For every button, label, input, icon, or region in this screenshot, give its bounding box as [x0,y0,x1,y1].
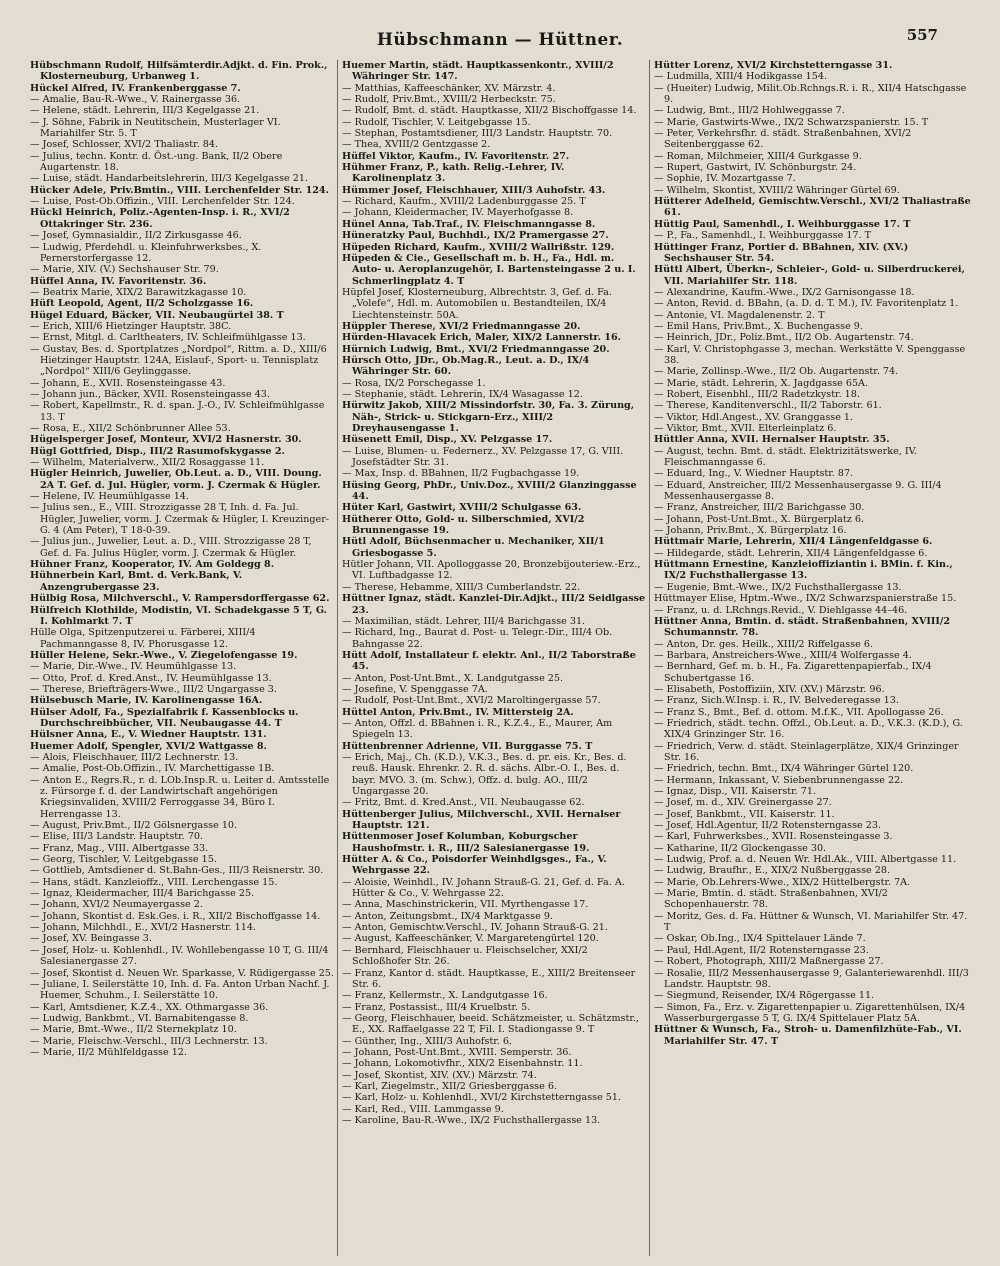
directory-entry: — Elise, III/3 Landstr. Hauptstr. 70. [30,831,203,843]
directory-entry: — Eugenie, Bmt.-Wwe., IX/2 Fuchsthallergasse 13. [654,581,902,593]
directory-entry: — Anton, Zeitungsbmt., IX/4 Marktgasse 9. [342,910,553,922]
directory-entry: Huemer Adolf, Spengler, XVI/2 Wattgasse 8. [30,740,267,752]
directory-entry: — Bernhard, Fleischhauer u. Fleischselcher, XXI/2 Schloßhofer Str. 26. [342,944,588,968]
directory-entry: — Julius sen., E., VIII. Strozzigasse 28 T, Inh. d. Fa. Jul. Hügler, Juwelier, vorm. J. Czermak & Hügler, I. Kreuzinger-G. 4 (Am Peter), T 18-0-39. [30,502,330,537]
directory-entry: — Ludwig, Bmt., III/2 Hohlweggasse 7. [654,105,845,117]
directory-entry: — Franz, Kellermstr., X. Landgutgasse 16. [342,990,548,1002]
directory-entry: — Anton E., Regrs.R., r. d. LOb.Insp.R. u. Leiter d. Amtsstelle z. Fürsorge f. d. der Landwirtschaft angehörigen Kriegsinvaliden, XVIII/2 Ferroggasse 34, Büro I. Herrengasse 13. [30,774,330,820]
directory-entry: Huemer Martin, städt. Hauptkassenkontr., XVIII/2 Währinger Str. 147. [342,60,614,83]
directory-entry: — Eduard, Ing., V. Wiedner Hauptstr. 87. [654,468,854,480]
directory-entry: Hüller Helene, Sekr.-Wwe., V. Ziegelofengasse 19. [30,649,298,661]
directory-entry: — Anton, Dr. ges. Heilk., XIII/2 Riffelgasse 6. [654,638,873,650]
column-3 [654,60,974,1256]
directory-entry: — Rosalie, III/2 Messenhausergasse 9, Galanteriewarenhdl. III/3 Landstr. Hauptstr. 98. [654,967,969,990]
directory-entry: — Viktor, Bmt., XVII. Elterleinplatz 6. [654,423,837,434]
directory-entry: — Stephan, Postamtsdiener, III/3 Landstr. Hauptstr. 70. [342,128,613,140]
directory-entry: Hüpfel Josef, Klosterneuburg, Albrechtstr. 3, Gef. d. Fa. „Volefe“, Hdl. m. Automobilen u. Bestandteilen, IX/4 Liechtensteinstr. 50A. [342,286,612,321]
directory-entry: Hütherer Otto, Gold- u. Silberschmied, XVI/2 Brunnengasse 19. [342,513,585,537]
directory-entry: — Max, Insp. d. BBahnen, II/2 Fugbachgasse 19. [342,468,580,480]
directory-entry: — Karl, Red., VIII. Lammgasse 9. [342,1103,504,1115]
directory-entry: — Amalie, Bau-R.-Wwe., V. Rainergasse 36. [30,94,241,106]
directory-entry: Hüsenett Emil, Disp., XV. Pelzgasse 17. [342,434,553,446]
directory-entry: Hüttenbrenner Adrienne, VII. Burggasse 75. T [342,740,593,752]
directory-entry: — Friedrich, städt. techn. Offzl., Ob.Leut. a. D., V.K.3. (K.D.), G. XIX/4 Grinzinger Str. 16. [654,717,963,741]
directory-entry: Hüttig Paul, Samenhdl., I. Weihburggasse 17. T [654,218,911,230]
directory-entry: Hütter Lorenz, XVI/2 Kirchstetterngasse 31. [654,60,893,71]
directory-entry: Hügler Heinrich, Juwelier, Ob.Leut. a. D., VIII. Doung. 2A T. Gef. d. Jul. Hügler, vorm. J. Czermak & Hügler. [30,468,322,491]
directory-entry: — Oskar, Ob.Ing., IX/4 Spittelauer Lände 7. [654,933,866,945]
directory-entry: Hüttner & Wunsch, Fa., Stroh- u. Damenfilzhüte-Fab., VI. Mariahilfer Str. 47. T [654,1024,962,1047]
directory-entry: — Wilhelm, Materialverw., XII/2 Rosaggasse 11. [30,457,265,469]
directory-entry: — Thea, XVIII/2 Gentzgasse 2. [342,139,491,151]
directory-entry: Hügel Eduard, Bäcker, VII. Neubaugürtel 38. T [30,309,284,321]
directory-entry: — Josefine, V. Spenggasse 7A. [342,683,488,695]
directory-entry: — Ignaz, Kleidermacher, III/4 Barichgasse 25. [30,888,255,900]
directory-entry: — Johann, Priv.Bmt., X. Bürgerplatz 16. [654,525,847,537]
directory-entry: — Julius jun., Juwelier, Leut. a. D., VIII. Strozzigasse 28 T, Gef. d. Fa. Julius Hügler, vorm. J. Czermak & Hügler. [30,536,312,559]
directory-entry: — Friedrich, techn. Bmt., IX/4 Währinger Gürtel 120. [654,763,914,775]
directory-entry: — Günther, Ing., XIII/3 Auhofstr. 6. [342,1035,513,1047]
directory-entry: — Ludwig, Braufhr., E., XIX/2 Nußberggasse 28. [654,865,891,877]
column-1 [30,60,334,1256]
directory-entry: — Johann, Skontist d. Esk.Ges. i. R., XII/2 Bischoffgasse 14. [30,910,321,922]
directory-entry: — Therese, Briefträgers-Wwe., III/2 Ungargasse 3. [30,683,277,695]
directory-entry: — Alexandrine, Kaufm.-Wwe., IX/2 Garnisongasse 18. [654,286,915,298]
directory-entry: — Franz, Postassist., III/4 Kruelbstr. 5. [342,1001,531,1013]
directory-entry: — Gustav, Bes. d. Sportplatzes „Nordpol“, Rittm. a. D., XIII/6 Hietzinger Hauptstr. 124A, Eislauf-, Sport- u. Tennisplatz „Nordpol“ XIII/6 Geylinggasse. [30,343,327,378]
directory-entry: — Maximilian, städt. Lehrer, III/4 Barichgasse 31. [342,615,586,627]
directory-entry: Hühner Franz, Kooperator, IV. Am Goldegg 8. [30,559,275,571]
directory-entry: Hümmer Josef, Fleischhauer, XIII/3 Auhofstr. 43. [342,184,606,196]
directory-entry: — P., Fa., Samenhdl., I. Weihburggasse 17. T [654,230,872,242]
directory-entry: Hüsing Georg, PhDr., Univ.Doz., XVIII/2 Glanzinggasse 44. [342,479,637,503]
page-number: 557 [906,26,938,44]
directory-entry: — Paul, Hdl.Agent, II/2 Rotensterngasse 23. [654,944,869,956]
directory-entry: Hüttel Anton, Priv.Bmt., IV. Mittersteig 2A. [342,706,574,718]
directory-entry: — Ludwig, Bankbmt., VI. Barnabitengasse 8. [30,1012,249,1024]
directory-entry: — Robert, Photograph, XIII/2 Maßnergasse 27. [654,956,884,968]
directory-entry: — Marie, Fleischw.-Verschl., III/3 Lechnerstr. 13. [30,1035,268,1047]
directory-entry: — Juliane, I. Seilerstätte 10, Inh. d. Fa. Anton Urban Nachf. J. Huemer, Schuhm., I. Seilerstätte 10. [30,978,330,1002]
directory-entry: — Aloisie, Weinhdl., IV. Johann Strauß-G. 21, Gef. d. Fa. A. Hütter & Co., V. Wehrgasse 22. [342,876,625,900]
directory-entry: — Eduard, Anstreicher, III/2 Messenhausergasse 9. G. III/4 Messenhausergasse 8. [654,479,942,503]
directory-entry: — Johann, Lokomotivfhr., XIX/2 Eisenbahnstr. 11. [342,1058,583,1070]
directory-entry: — Franz, Mag., VIII. Albertgasse 33. [30,842,209,854]
directory-entry: — Karl, Holz- u. Kohlenhdl., XVI/2 Kirchstetterngasse 51. [342,1092,622,1104]
directory-entry: Hütterer Adelheid, Gemischtw.Verschl., XVI/2 Thaliastraße 61. [654,196,971,219]
directory-entry: — Josef, XV. Beingasse 3. [30,933,152,945]
directory-entry: Hückel Alfred, IV. Frankenberggasse 7. [30,82,241,94]
directory-entry: — Therese, Kanditenverschl., II/2 Taborstr. 61. [654,400,882,412]
directory-entry: — Anton, Revid. d. BBahn, (a. D. d. T. M.), IV. Favoritenplatz 1. [654,298,959,310]
directory-entry: — Franz, u. d. LRchngs.Revid., V. Diehlgasse 44–46. [654,604,908,616]
directory-entry: — Rudolf, Bmt. d. städt. Hauptkasse, XII/2 Bischoffgasse 14. [342,105,637,117]
directory-entry: Hüpeden Richard, Kaufm., XVIII/2 Wallrißstr. 129. [342,241,615,253]
directory-entry: — Georg, Fleischhauer, beeid. Schätzmeister, u. Schätzmstr., E., XX. Raffaelgasse 22 T, Fil. I. Stadiongasse 9. T [342,1012,639,1036]
directory-entry: — Rudolf, Post-Unt.Bmt., XVI/2 Maroltingergasse 57. [342,695,601,707]
directory-entry: — August, Kaffeeschänker, V. Margaretengürtel 120. [342,933,599,945]
directory-entry: — Antonie, VI. Magdalenenstr. 2. T [654,309,825,321]
directory-entry: Hüttmayer Elise, Hptm.-Wwe., IX/2 Schwarzspanierstraße 15. [654,593,957,605]
directory-entry: Hübschmann Rudolf, Hilfsämterdir.Adjkt. d. Fin. Prok., Klosterneuburg, Urbanweg 1. [30,60,328,83]
directory-entry: — Josef, Hdl.Agentur, II/2 Rotensterngasse 23. [654,820,881,832]
directory-entry: Hügl Gottfried, Disp., III/2 Rasumofskygasse 2. [30,445,285,457]
directory-entry: — Beatrix Marie, XIX/2 Barawitzkagasse 10. [30,286,247,298]
directory-entry: — Peter, Verkehrsfhr. d. städt. Straßenbahnen, XVI/2 Seitenberggasse 62. [654,128,912,151]
directory-entry: — Georg, Tischler, V. Leitgebgasse 15. [30,854,217,866]
directory-entry: Hütl Adolf, Büchsenmacher u. Mechaniker, XII/1 Griesbogasse 5. [342,536,605,559]
directory-entry: — Viktor, Hdl.Angest., XV. Granggasse 1. [654,411,854,423]
directory-entry: — Johann, Post-Unt.Bmt., XVIII. Semperstr. 36. [342,1046,572,1058]
directory-entry: — Hermann, Inkassant, V. Siebenbrunnengasse 22. [654,774,904,786]
directory-entry: Hühmer Franz, P., kath. Relig.-Lehrer, IV. Karolinenplatz 3. [342,162,565,185]
directory-entry: Hüppler Therese, XVI/2 Friedmanngasse 20. [342,320,581,332]
directory-entry: — Luise, Blumen- u. Federnerz., XV. Pelzgasse 17, G. VIII. Josefstädter Str. 31. [342,445,624,469]
directory-entry: — Anton, Offzl. d. BBahnen i. R., K.Z.4., E., Maurer, Am Spiegeln 13. [342,717,613,741]
directory-entry: — Karl, Amtsdiener, K.Z.4., XX. Othmargasse 36. [30,1001,269,1013]
directory-entry: — Marie, Ob.Lehrers-Wwe., XIX/2 Hüttelbergstr. 7A. [654,876,911,888]
directory-entry: — Johann, XVI/2 Neumayergasse 2. [30,899,203,911]
directory-entry: — Anton, Gemischtw.Verschl., IV. Johann Strauß-G. 21. [342,922,608,934]
directory-entry: — Hildegarde, städt. Lehrerin, XII/4 Längenfeldgasse 6. [654,547,928,559]
directory-entry: — Karl, V. Christophgasse 3, mechan. Werkstätte V. Spenggasse 38. [654,343,966,366]
directory-entry: Hürnich Ludwig, Bmt., XVI/2 Friedmanngasse 20. [342,343,610,355]
directory-entry: — Johann, Kleidermacher, IV. Mayerhofgasse 8. [342,207,574,219]
directory-entry: — Marie, städt. Lehrerin, X. Jagdgasse 65A. [654,377,869,389]
directory-entry: Hüttner Anna, Bmtin. d. städt. Straßenbahnen, XVIII/2 Schumannstr. 78. [654,615,951,639]
directory-entry: — Therese, Hebamme, XIII/3 Cumberlandstr. 22. [342,581,581,593]
directory-entry: — Rupert, Gastwirt, IV. Schönburgstr. 24. [654,162,857,174]
directory-entry: Hütter A. & Co., Poisdorfer Weinhdlgsges., Fa., V. Wehrgasse 22. [342,854,607,877]
directory-entry: — Alois, Fleischhauer, III/2 Lechnerstr. 13. [30,751,239,763]
directory-entry: — Josef, Skontist d. Neuen Wr. Sparkasse, V. Rüdigergasse 25. [30,967,334,979]
directory-entry: Hülsebusch Marie, IV. Karolinengasse 16A. [30,695,263,707]
directory-entry: Hüft Leopold, Agent, II/2 Scholzgasse 16. [30,298,254,310]
directory-entry: — Sophie, IV. Mozartgasse 7. [654,173,796,185]
directory-entry: — Karl, Ziegelmstr., XII/2 Griesberggasse 6. [342,1080,557,1092]
directory-entry: — Josef, m. d., XIV. Greinergasse 27. [654,797,832,809]
directory-entry: Hüter Karl, Gastwirt, XVIII/2 Schulgasse 63. [342,502,582,514]
directory-entry: — Robert, Kapellmstr., R. d. span. J.-O., IV. Schleifmühlgasse 13. T [30,400,325,423]
directory-entry: — Helene, IV. Heumühlgasse 14. [30,491,189,503]
directory-entry: — Josef, Bankbmt., VII. Kaiserstr. 11. [654,808,835,820]
directory-entry: — Richard, Ing., Baurat d. Post- u. Telegr.-Dir., III/4 Ob. Bahngasse 22. [342,627,613,650]
column-divider [649,60,650,1256]
directory-entry: Hüpeden & Cie., Gesellschaft m. b. H., Fa., Hdl. m. Auto- u. Aeroplanzugehör, I. Bartensteingasse 2 u. I. Schmerlingplatz 4. T [342,252,636,287]
directory-entry: — Roman, Milchmeier, XIII/4 Gurkgasse 9. [654,150,862,162]
directory-entry: — Emil Hans, Priv.Bmt., X. Buchengasse 9. [654,320,863,332]
directory-entry: — Erich, Maj., Ch. (K.D.), V.K.3., Bes. d. pr. eis. Kr., Bes. d. reuß. Hausk. Ehrenkr. 2. R. d. sächs. Albr.-O. I., Bes. d. bayr. MVO. 3. (m. Schw.), Offz. d. bulg. AO., III/2 Ungargasse 20. [342,751,627,797]
directory-entry: — Rudolf, Priv.Bmt., XVIII/2 Herbeckstr. 75. [342,94,556,106]
directory-entry: — Luise, Post-Ob.Offizin., VIII. Lerchenfelder Str. 124. [30,196,295,208]
directory-entry: — Rosa, E., XII/2 Schönbrunner Allee 53. [30,423,231,434]
directory-entry: Hügelsperger Josef, Monteur, XVI/2 Hasnerstr. 30. [30,434,302,446]
directory-entry: — Robert, Eisenbhl., III/2 Radetzkystr. 18. [654,388,860,400]
directory-entry: Hücker Adele, Priv.Bmtin., VIII. Lerchenfelder Str. 124. [30,184,329,196]
directory-entry: — Rudolf, Tischler, V. Leitgebgasse 15. [342,116,531,128]
directory-entry: Hülfreich Klothilde, Modistin, VI. Schadekgasse 5 T, G. I. Kohlmarkt 7. T [30,604,328,627]
directory-entry: — Marie, Bmtin. d. städt. Straßenbahnen, XVI/2 Schopenhauerstr. 78. [654,888,888,911]
directory-entry: — Anna, Maschinstrickerin, VII. Myrthengasse 17. [342,899,589,911]
directory-entry: — Barbara, Anstreichers-Wwe., XIII/4 Wolfergasse 4. [654,649,912,661]
directory-entry: Hülser Adolf, Fa., Spezialfabrik f. Kassenblocks u. Durchschreibbücher, VII. Neubaugasse 44. T [30,706,299,729]
directory-entry: Hüttmair Marie, Lehrerin, XII/4 Längenfeldgasse 6. [654,536,933,548]
directory-entry: — Bernhard, Gef. m. b. H., Fa. Zigarettenpapierfab., IX/4 Schubertgasse 16. [654,661,932,684]
directory-entry: Hütt Adolf, Installateur f. elektr. Anl., II/2 Taborstraße 45. [342,649,636,673]
directory-entry: Hülbig Rosa, Milchverschl., V. Rampersdorffergasse 62. [30,593,330,605]
directory-entry: — Amalie, Post-Ob.Offizin., IV. Marchettigasse 1B. [30,763,275,775]
directory-entry: — (Hueiter) Ludwig, Milit.Ob.Rchngs.R. i. R., XII/4 Hatschgasse 9. [654,82,967,106]
directory-entry: — Ludwig, Prof. a. d. Neuen Wr. Hdl.Ak., VIII. Albertgasse 11. [654,854,957,866]
directory-entry: — Ernst, Mitgl. d. Carltheaters, IV. Schleifmühlgasse 13. [30,332,306,344]
directory-entry: — Josef, Schlosser, XVI/2 Thaliastr. 84. [30,139,219,151]
directory-entry: — Erich, XIII/6 Hietzinger Hauptstr. 38C. [30,320,232,332]
directory-entry: — Johann, Milchhdl., E., XVI/2 Hasnerstr. 114. [30,922,256,934]
directory-entry: — Marie, Gastwirts-Wwe., IX/2 Schwarzspanierstr. 15. T [654,116,929,128]
directory-entry: — Josef, Skontist, XIV. (XV.) Märzstr. 74. [342,1069,537,1081]
directory-entry: Hüneratzky Paul, Buchhdl., IX/2 Pramergasse 27. [342,230,609,242]
directory-entry: — J. Söhne, Fabrik in Neutitschein, Musterlager VI. Mariahilfer Str. 5. T [30,116,281,140]
directory-entry: — Elisabeth, Postoffiziin, XIV. (XV.) Märzstr. 96. [654,683,885,695]
directory-entry: — Katharine, II/2 Glockengasse 30. [654,842,827,854]
directory-entry: — Moritz, Ges. d. Fa. Hüttner & Wunsch, VI. Mariahilfer Str. 47. T [654,910,968,934]
directory-entry: — Franz S., Bmt., Bef. d. ottom. M.f.K., VII. Apollogasse 26. [654,706,944,718]
directory-entry: Hürden-Hlavacek Erich, Maler, XIX/2 Lannerstr. 16. [342,332,621,344]
directory-entry: — Wilhelm, Skontist, XVIII/2 Währinger Gürtel 69. [654,184,900,196]
directory-entry: — Helene, städt. Lehrerin, III/3 Kegelgasse 21. [30,105,260,117]
directory-entry: — Siegmund, Reisender, IX/4 Rögergasse 11. [654,990,875,1002]
directory-entry: Hüttenberger Julius, Milchverschl., XVII. Hernalser Hauptstr. 121. [342,808,621,832]
directory-entry: — Richard, Kaufm., XVIII/2 Ladenburggasse 25. T [342,196,586,208]
directory-entry: Hünel Anna, Tab.Traf., IV. Fleischmanngasse 8. [342,218,596,230]
directory-entry: — Marie, Dir.-Wwe., IV. Heumühlgasse 13. [30,661,237,673]
directory-entry: Hüttinger Franz, Portier d. BBahnen, XIV. (XV.) Sechshauser Str. 54. [654,241,909,264]
directory-entry: — Ludwig, Pferdehdl. u. Kleinfuhrwerksbes., X. Pernerstorfergasse 12. [30,241,262,264]
directory-entry: Hütler Johann, VII. Apolloggasse 20, Bronzebijouteriew.-Erz., VI. Luftbadgasse 12. [342,559,641,582]
column-2 [342,60,646,1256]
directory-entry: — Johann jun., Bäcker, XVII. Rosensteingasse 43. [30,388,270,400]
directory-entry: — Karoline, Bau-R.-Wwe., IX/2 Fuchsthallergasse 13. [342,1114,601,1126]
directory-entry: Hülle Olga, Spitzenputzerei u. Färberei, XIII/4 Pachmanngasse 8, IV. Phorusgasse 12. [30,627,256,650]
directory-entry: — Josef, Holz- u. Kohlenhdl., IV. Wohllebengasse 10 T, G. III/4 Salesianergasse 27. [30,944,329,968]
directory-entry: — Marie, XIV. (V.) Sechshauser Str. 79. [30,264,219,276]
directory-entry: Hückl Heinrich, Poliz.-Agenten-Insp. i. R., XVI/2 Ottakringer Str. 236. [30,207,290,230]
directory-entry: — Johann, Post-Unt.Bmt., X. Bürgerplatz 6. [654,513,864,525]
directory-entry: — Franz, Kantor d. städt. Hauptkasse, E., XIII/2 Breitenseer Str. 6. [342,967,636,990]
directory-entry: Hüffel Viktor, Kaufm., IV. Favoritenstr. 27. [342,150,570,162]
directory-entry: Hürsch Otto, JDr., Ob.Mag.R., Leut. a. D., IX/4 Währinger Str. 60. [342,354,590,378]
directory-entry: — Otto, Prof. d. Kred.Anst., IV. Heumühlgasse 13. [30,672,272,684]
directory-entry: — August, techn. Bmt. d. städt. Elektrizitätswerke, IV. Fleischmanngasse 6. [654,445,917,469]
directory-entry: Hüttler Anna, XVII. Hernalser Hauptstr. 35. [654,434,890,446]
directory-entry: Hüffel Anna, IV. Favoritenstr. 36. [30,275,207,287]
page-header [0,26,1000,56]
page-title: Hübschmann — Hüttner. [376,30,624,50]
directory-entry: — Franz, Sich.W.Insp. i. R., IV. Belvederegasse 13. [654,695,899,707]
directory-entry: — Hans, städt. Kanzleioffz., VIII. Lerchengasse 15. [30,876,278,888]
directory-entry: — Ludmilla, XIII/4 Hodikgasse 154. [654,71,828,83]
directory-entry: Hühnerbein Karl, Bmt. d. Verk.Bank, V. Anzengrubergasse 23. [30,570,243,593]
directory-entry: — Matthias, Kaffeeschänker, XV. Märzstr. 4. [342,82,556,94]
directory-entry: — Josef, Gymnasialdir., II/2 Zirkusgasse 46. [30,230,242,242]
directory-entry: — Julius, techn. Kontr. d. Öst.-ung. Bank, II/2 Obere Augartenstr. 18. [30,150,283,174]
directory-entry: — Rosa, IX/2 Porschegasse 1. [342,377,486,389]
directory-entry: — Luise, städt. Handarbeitslehrerin, III/3 Kegelgasse 21. [30,173,308,185]
directory-entry: — Stephanie, städt. Lehrerin, IX/4 Wasagasse 12. [342,388,583,400]
directory-entry: — Ignaz, Disp., VII. Kaiserstr. 71. [654,786,817,797]
column-divider [337,60,338,1256]
directory-entry: — Friedrich, Verw. d. städt. Steinlagerplätze, XIX/4 Grinzinger Str. 16. [654,740,959,763]
directory-entry: — Johann, E., XVII. Rosensteingasse 43. [30,377,226,389]
directory-entry: Hüttner Ignaz, städt. Kanzlei-Dir.Adjkt., III/2 Seidlgasse 23. [342,593,646,616]
directory-entry: — Fritz, Bmt. d. Kred.Anst., VII. Neubaugasse 62. [342,797,585,809]
directory-entry: Hüttl Albert, Überkn-, Schleier-, Gold- u. Silberdruckerei, VII. Mariahilfer Str. 118. [654,264,965,287]
directory-entry: — Anton, Post-Unt.Bmt., X. Landgutgasse 25. [342,672,564,684]
directory-entry: — Heinrich, JDr., Poliz.Bmt., II/2 Ob. Augartenstr. 74. [654,332,914,344]
directory-entry: Hüttmann Ernestine, Kanzleioffiziantin i. BMin. f. Kin., IX/2 Fuchsthallergasse 13. [654,559,953,582]
directory-entry: — Gottlieb, Amtsdiener d. St.Bahn-Ges., III/3 Reisnerstr. 30. [30,865,324,877]
directory-entry: Hüttenmoser Josef Kolumban, Koburgscher Haushofmstr. i. R., III/2 Salesianergasse 19. [342,831,590,854]
directory-entry: — Marie, Bmt.-Wwe., II/2 Sternekplatz 10. [30,1024,237,1036]
directory-entry: — Marie, II/2 Mühlfeldgasse 12. [30,1046,187,1058]
directory-entry: Hürwitz Jakob, XIII/2 Missindorfstr. 30, Fa. 3. Zürung, Näh-, Strick- u. Stickgarn-Erz., XIII/2 Dreyhausengasse 1. [342,400,635,434]
directory-entry: — August, Priv.Bmt., II/2 Gölsnergasse 10. [30,820,238,832]
directory-entry: — Karl, Fuhrwerksbes., XVII. Rosensteingasse 3. [654,831,893,843]
directory-entry: — Franz, Anstreicher, III/2 Barichgasse 30. [654,502,865,514]
directory-entry: — Marie, Zollinsp.-Wwe., II/2 Ob. Augartenstr. 74. [654,366,899,378]
directory-entry: — Simon, Fa., Erz. v. Zigarettenpapier u. Zigarettenhülsen, IX/4 Wasserburgergasse 5 T, G. IX/4 Spittelauer Platz 5A. [654,1001,966,1024]
directory-entry: Hülsner Anna, E., V. Wiedner Hauptstr. 131. [30,729,267,741]
columns-container [30,60,980,1256]
